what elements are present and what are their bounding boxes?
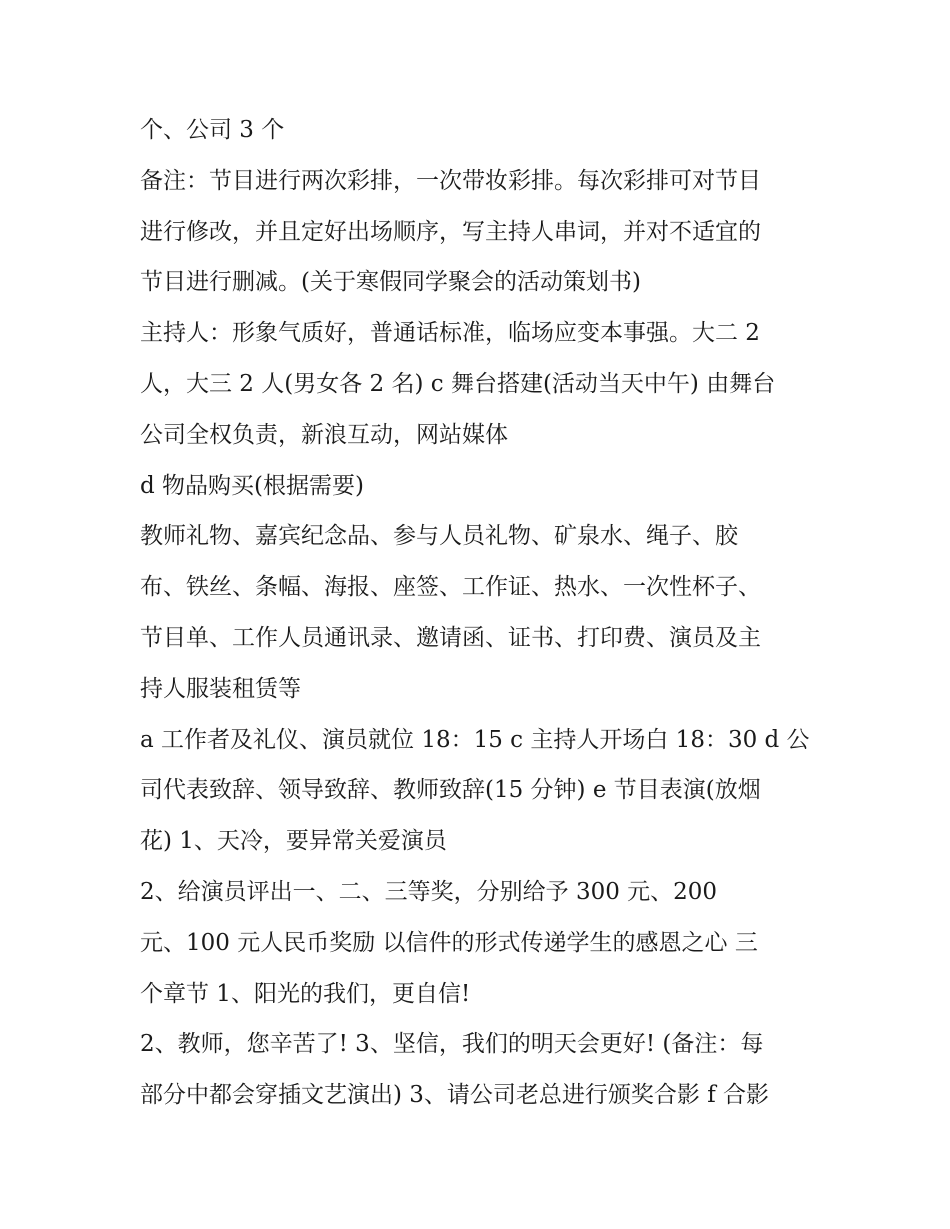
text-line: a 工作者及礼仪、演员就位 18：15 c 主持人开场白 18：30 d 公 xyxy=(140,726,810,753)
body-text xyxy=(140,105,830,1121)
text-line: 布、铁丝、条幅、海报、座签、工作证、热水、一次性杯子、 xyxy=(140,574,761,601)
text-line: d 物品购买(根据需要) xyxy=(140,472,364,499)
text-line: 节目进行删减。(关于寒假同学聚会的活动策划书) xyxy=(140,269,641,296)
text-line: 个章节 1、阳光的我们，更自信! xyxy=(140,980,471,1007)
text-line: 花) 1、天冷，要异常关爱演员 xyxy=(140,828,447,855)
text-line: 个、公司 3 个 xyxy=(140,117,285,143)
text-line: 主持人：形象气质好，普通话标准，临场应变本事强。大二 2 xyxy=(140,320,760,347)
text-line: 司代表致辞、领导致辞、教师致辞(15 分钟) e 节目表演(放烟 xyxy=(140,777,761,804)
text-line: 部分中都会穿插文艺演出) 3、请公司老总进行颁奖合影 f 合影 xyxy=(140,1082,770,1109)
text-line: 人，大三 2 人(男女各 2 名) c 舞台搭建(活动当天中午) 由舞台 xyxy=(140,370,776,397)
text-line: 进行修改，并且定好出场顺序，写主持人串词，并对不适宜的 xyxy=(140,218,761,245)
text-line: 公司全权负责，新浪互动，网站媒体 xyxy=(140,421,508,448)
text-line: 2、教师，您辛苦了! 3、坚信，我们的明天会更好! (备注：每 xyxy=(140,1031,764,1058)
text-line: 元、100 元人民币奖励 以信件的形式传递学生的感恩之心 三 xyxy=(140,929,758,956)
text-line: 备注：节目进行两次彩排，一次带妆彩排。每次彩排可对节目 xyxy=(140,167,761,194)
text-line: 持人服装租赁等 xyxy=(140,675,301,702)
text-line: 教师礼物、嘉宾纪念品、参与人员礼物、矿泉水、绳子、胶 xyxy=(140,523,738,550)
text-line: 节目单、工作人员通讯录、邀请函、证书、打印费、演员及主 xyxy=(140,624,761,651)
text-line: 2、给演员评出一、二、三等奖，分别给予 300 元、200 xyxy=(140,878,718,905)
